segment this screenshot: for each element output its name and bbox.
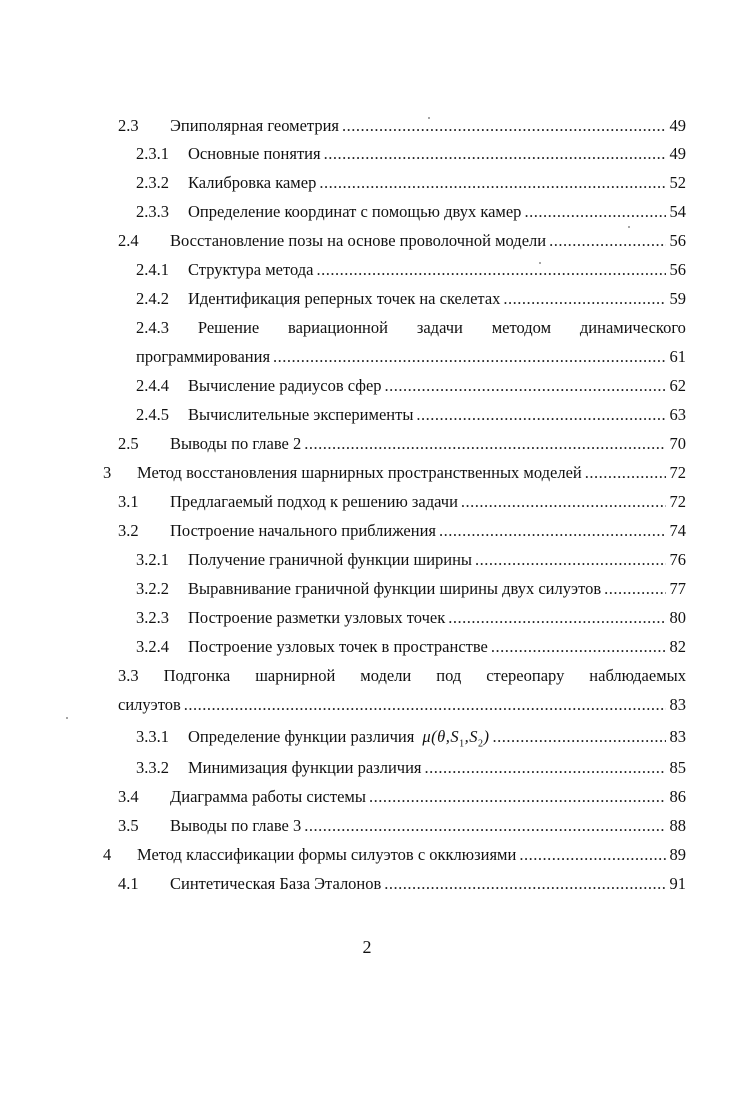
- toc-entry: [103, 845, 686, 865]
- toc-entry: [118, 787, 686, 807]
- toc-entry-page: 83: [669, 727, 686, 746]
- toc-entry-title: Эпиполярная геометрия: [170, 116, 340, 135]
- toc-entry: [136, 579, 686, 599]
- dot-leader: [519, 845, 665, 865]
- toc-entry-page: 88: [669, 816, 686, 835]
- toc-entry-title: Предлагаемый подход к решению задачи: [170, 492, 458, 511]
- toc-entry-title: Построение начального приближения: [170, 521, 436, 540]
- toc-entry-title: Минимизация функции различия: [188, 758, 422, 777]
- toc-entry-page: 52: [669, 173, 686, 192]
- dot-leader: [425, 758, 666, 778]
- toc-entry-number: 2.3.1: [136, 144, 169, 163]
- toc-entry-page: 56: [669, 260, 686, 279]
- toc-entry-page: 72: [669, 463, 686, 482]
- toc-entry-number: 3.1: [118, 492, 139, 511]
- toc-entry: [118, 874, 686, 894]
- toc-entry-title-word: модели: [360, 666, 412, 685]
- toc-entry-number: 4: [103, 845, 112, 864]
- toc-entry-page: 62: [669, 376, 686, 395]
- toc-entry-number: 2.5: [118, 434, 139, 453]
- toc-entry-title: силуэтов: [118, 695, 181, 714]
- toc-entry-number: 3.3.1: [136, 727, 169, 746]
- toc-entry-title: Метод восстановления шарнирных пространственных моделей: [137, 463, 582, 482]
- dot-leader: [491, 637, 666, 657]
- toc-entry-title-word: стереопару: [486, 666, 565, 685]
- toc-entry: [103, 463, 686, 483]
- toc-entry-title-word: под: [436, 666, 462, 685]
- toc-entry-title-word: Подгонка: [163, 666, 231, 685]
- dot-leader: [448, 608, 665, 628]
- dot-leader: [524, 202, 665, 222]
- toc-entry-number: 3: [103, 463, 112, 482]
- dot-leader: [385, 376, 666, 396]
- toc-entry-page: 54: [669, 202, 686, 221]
- toc-entry-number: 2.3: [118, 116, 139, 135]
- toc-entry-number: 3.4: [118, 787, 139, 806]
- toc-entry-title: Метод классификации формы силуэтов с окклюзиями: [137, 845, 517, 864]
- toc-entry-title: Определение координат с помощью двух камер: [188, 202, 522, 221]
- toc-entry-number: 2.4.2: [136, 289, 169, 308]
- dot-leader: [461, 492, 666, 512]
- toc-entry-number: 3.2.4: [136, 637, 169, 656]
- scan-speck: [66, 717, 68, 719]
- dot-leader: [493, 727, 666, 747]
- toc-entry-number: 4.1: [118, 874, 139, 893]
- toc-entry-justified-line: [136, 318, 686, 338]
- toc-entry-title: Восстановление позы на основе проволочной модели: [170, 231, 547, 250]
- toc-entry-page: 49: [669, 116, 686, 135]
- toc-entry: [136, 550, 686, 570]
- toc-entry-page: 80: [669, 608, 686, 627]
- toc-entry-title-word: Решение: [197, 318, 260, 337]
- toc-entry: [136, 405, 686, 425]
- toc-entry-title: Калибровка камер: [188, 173, 317, 192]
- toc-entry-page: 63: [669, 405, 686, 424]
- toc-entry-number: 2.4.4: [136, 376, 169, 395]
- toc-entry-number: 2.4.5: [136, 405, 169, 424]
- dot-leader: [369, 787, 666, 807]
- dot-leader: [439, 521, 666, 541]
- toc-entry-number: 2.4.3: [136, 318, 169, 337]
- toc-entry-title: Идентификация реперных точек на скелетах: [188, 289, 501, 308]
- toc-entry-title: Построение узловых точек в пространстве: [188, 637, 488, 656]
- toc-entry-title-word: динамического: [579, 318, 686, 337]
- toc-entry: [136, 727, 686, 754]
- toc-entry-page: 61: [669, 347, 686, 366]
- toc-entry-number: 2.4: [118, 231, 139, 250]
- toc-entry-number: 3.3: [118, 666, 139, 685]
- toc-entry-title-word: вариационной: [288, 318, 388, 337]
- toc-entry-title: Выводы по главе 2: [170, 434, 302, 453]
- toc-entry: [118, 434, 686, 454]
- dot-leader: [416, 405, 665, 425]
- toc-entry-title: Построение разметки узловых точек: [188, 608, 446, 627]
- page-number: 2: [362, 937, 372, 957]
- toc-entry: [136, 758, 686, 778]
- toc-entry: [118, 231, 686, 251]
- dot-leader: [319, 173, 665, 193]
- scan-speck: [628, 226, 630, 228]
- toc-entry-title-word: наблюдаемых: [589, 666, 686, 685]
- toc-entry-title: Основные понятия: [188, 144, 321, 163]
- toc-entry-number: 2.4.1: [136, 260, 169, 279]
- dot-leader: [184, 695, 666, 715]
- difference-function-formula: $\mu(\theta,S_1,S_2)$: [422, 727, 490, 750]
- toc-entry-title: Синтетическая База Эталонов: [170, 874, 382, 893]
- toc-entry-title: Определение функции различия: [188, 727, 415, 746]
- scan-speck: [539, 262, 541, 264]
- dot-leader: [503, 289, 665, 309]
- dot-leader: [475, 550, 665, 570]
- toc-entry-title-word: шарнирной: [255, 666, 336, 685]
- dot-leader: [324, 144, 666, 164]
- dot-leader: [604, 579, 665, 599]
- toc-entry-page: 49: [669, 144, 686, 163]
- toc-entry-page: 56: [669, 231, 686, 250]
- toc-entry: [118, 521, 686, 541]
- toc-entry: [118, 816, 686, 836]
- toc-entry: [136, 260, 686, 280]
- toc-entry-continuation: [118, 695, 686, 715]
- toc-entry: [136, 376, 686, 396]
- toc-entry-justified-line: [118, 666, 686, 686]
- toc-entry-page: 89: [669, 845, 686, 864]
- toc-entry-number: 2.3.2: [136, 173, 169, 192]
- toc-entry: [136, 144, 686, 164]
- dot-leader: [384, 874, 665, 894]
- toc-entry-title: программирования: [136, 347, 271, 366]
- toc-entry-page: 83: [669, 695, 686, 714]
- toc-entry-continuation: [136, 347, 686, 367]
- toc-entry: [136, 202, 686, 222]
- dot-leader: [342, 116, 665, 136]
- toc-entry-title: Структура метода: [188, 260, 314, 279]
- toc-entry-number: 3.5: [118, 816, 139, 835]
- toc-entry-page: 74: [669, 521, 686, 540]
- toc-entry-number: 3.2.3: [136, 608, 169, 627]
- toc-entry: [118, 116, 686, 136]
- toc-entry: [118, 492, 686, 512]
- toc-entry-number: 3.2: [118, 521, 139, 540]
- toc-entry-page: 82: [669, 637, 686, 656]
- dot-leader: [273, 347, 665, 367]
- dot-leader: [316, 260, 665, 280]
- dot-leader: [304, 816, 665, 836]
- toc-entry: [136, 173, 686, 193]
- dot-leader: [304, 434, 665, 454]
- scan-speck: [428, 117, 430, 119]
- toc-entry: [136, 289, 686, 309]
- toc-entry-title-word: задачи: [416, 318, 463, 337]
- toc-entry-title: Вычислительные эксперименты: [188, 405, 414, 424]
- dot-leader: [549, 231, 665, 251]
- toc-entry-number: 2.3.3: [136, 202, 169, 221]
- toc-entry: [136, 637, 686, 657]
- toc-entry-page: 91: [669, 874, 686, 893]
- toc-entry-page: 85: [669, 758, 686, 777]
- toc-entry-page: 77: [669, 579, 686, 598]
- toc-entry-title: Получение граничной функции ширины: [188, 550, 473, 569]
- toc-entry-title: Выводы по главе 3: [170, 816, 302, 835]
- toc-entry-page: 86: [669, 787, 686, 806]
- toc-entry-title: Выравнивание граничной функции ширины двух силуэтов: [188, 579, 602, 598]
- toc-entry-number: 3.3.2: [136, 758, 169, 777]
- toc-entry-title-word: методом: [491, 318, 552, 337]
- dot-leader: [585, 463, 666, 483]
- toc-entry-page: 59: [669, 289, 686, 308]
- toc-entry-number: 3.2.1: [136, 550, 169, 569]
- toc-entry: [136, 608, 686, 628]
- toc-entry-number: 3.2.2: [136, 579, 169, 598]
- toc-entry-title: Вычисление радиусов сфер: [188, 376, 382, 395]
- toc-entry-page: 72: [669, 492, 686, 511]
- toc-entry-page: 70: [669, 434, 686, 453]
- toc-entry-title: Диаграмма работы системы: [170, 787, 366, 806]
- toc-entry-page: 76: [669, 550, 686, 569]
